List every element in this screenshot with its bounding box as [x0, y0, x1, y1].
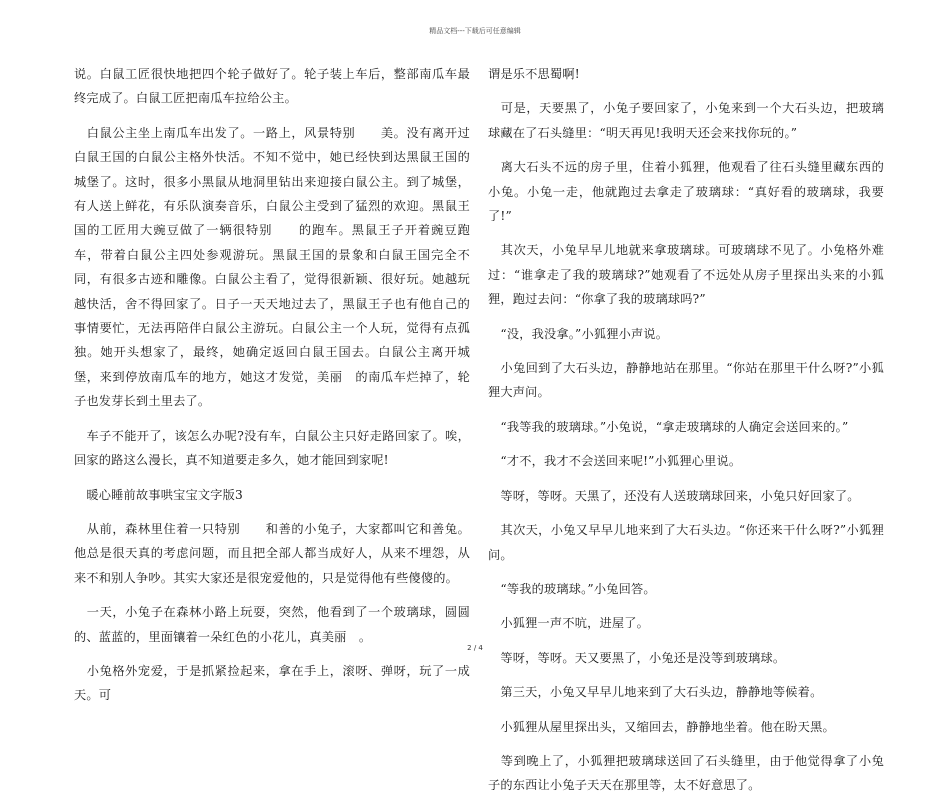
paragraph: 从前，森林里住着一只特别 和善的小兔子，大家都叫它和善兔。他总是很天真的考虑问题，而且把全部人都当成好人，从来不埋怨，从来不和别人争吵。其实大家还是很宠爱他的，只是觉得他有些傻傻的。: [74, 521, 470, 585]
paragraph: 第三天，小兔又早早儿地来到了大石头边，静静地等候着。: [488, 685, 823, 700]
paragraph: “没，我没拿。”小狐狸小声说。: [488, 326, 669, 341]
paragraph: 一天，小兔子在森林小路上玩耍，突然，他看到了一个玻璃球，圆圆的、蓝蓝的，里面镶着一朵红色的小花儿，真美丽 。: [74, 605, 470, 644]
paragraph: 其次天，小兔又早早儿地来到了大石头边。“你还来干什么呀?”小狐狸问。: [488, 523, 884, 562]
paragraph: 等呀，等呀。天又要黑了，小兔还是没等到玻璃球。: [488, 650, 786, 665]
paragraph: 小兔回到了大石头边，静静地站在那里。“你站在那里干什么呀?”小狐狸大声问。: [488, 361, 884, 400]
paragraph: 小狐狸一声不吭，进屋了。: [488, 616, 650, 631]
paragraph: 白鼠公主坐上南瓜车出发了。一路上，风景特别 美。没有离开过白鼠王国的白鼠公主格外快活。不知不觉中，她已经快到达黑鼠王国的城堡了。这时，很多小黑鼠从地洞里钻出来迎接白鼠公主。到了城堡，有人送上鲜花，有乐队演奏音乐，白鼠公主受到了猛烈的欢迎。黑鼠王国的工匠用大豌豆做了一辆很特别 的跑车。黑鼠王子开着豌豆跑车，带着白鼠公主四处参观游玩。黑鼠王国的景象和白鼠王国完全不同，有很多古迹和雕像。白鼠公主看了，觉得很新颖、很好玩。她越玩越快活，舍不得回家了。日子一天天地过去了，黑鼠王子也有他自己的事情要忙，无法再陪伴白鼠公主游玩。白鼠公主一个人玩，觉得有点孤独。她开头想家了，最终，她确定返回白鼠王国去。白鼠公主离开城堡，来到停放南瓜车的地方，她这才发觉，美丽 的南瓜车烂掉了，轮子也发芽长到土里去了。: [74, 125, 470, 409]
paragraph: 其次天，小兔早早儿地就来拿玻璃球。可玻璃球不见了。小兔格外难过：“谁拿走了我的玻璃球?”她观看了不远处从房子里探出头来的小狐狸，跑过去问：“你拿了我的玻璃球吗?”: [488, 243, 884, 307]
page-header: 精品文档---下载后可任意编辑: [429, 27, 521, 35]
paragraph: 谓是乐不思蜀啊!: [488, 67, 580, 81]
right-column: [488, 62, 884, 798]
paragraph: 小兔格外宠爱，于是抓紧捡起来，拿在手上，滚呀、弹呀，玩了一成天。可: [74, 663, 470, 703]
paragraph: 小狐狸从屋里探出头，又缩回去，静静地坐着。他在盼天黑。: [488, 719, 835, 734]
paragraph: 等到晚上了，小狐狸把玻璃球送回了石头缝里，由于他觉得拿了小兔子的东西让小兔子天天在那里等，太不好意思了。: [488, 753, 884, 793]
paragraph: 等呀，等呀。天黑了，还没有人送玻璃球回来，小兔只好回家了。: [488, 488, 860, 503]
paragraph: 说。白鼠工匠很快地把四个轮子做好了。轮子装上车后，整部南瓜车最终完成了。白鼠工匠把南瓜车拉给公主。: [74, 67, 470, 106]
paragraph: “我等我的玻璃球。”小兔说，“拿走玻璃球的人确定会送回来的。”: [488, 419, 849, 434]
story-title: 暖心睡前故事哄宝宝文字版3: [74, 487, 243, 502]
left-column: [74, 62, 470, 708]
page-number: 2 / 4: [467, 644, 483, 652]
paragraph: 离大石头不远的房子里，住着小狐狸，他观看了往石头缝里藏东西的小兔。小兔一走，他就跑过去拿走了玻璃球：“真好看的玻璃球，我要了!”: [488, 160, 884, 224]
paragraph: “才不，我才不会送回来呢!”小狐狸心里说。: [488, 454, 742, 469]
paragraph: 可是，天要黑了，小兔子要回家了，小兔来到一个大石头边，把玻璃球藏在了石头缝里：“明天再见!我明天还会来找你玩的。”: [488, 101, 884, 140]
paragraph: “等我的玻璃球。”小兔回答。: [488, 581, 656, 596]
paragraph: 车子不能开了，该怎么办呢?没有车，白鼠公主只好走路回家了。唉，回家的路这么漫长，真不知道要走多久，她才能回到家呢!: [74, 428, 470, 468]
